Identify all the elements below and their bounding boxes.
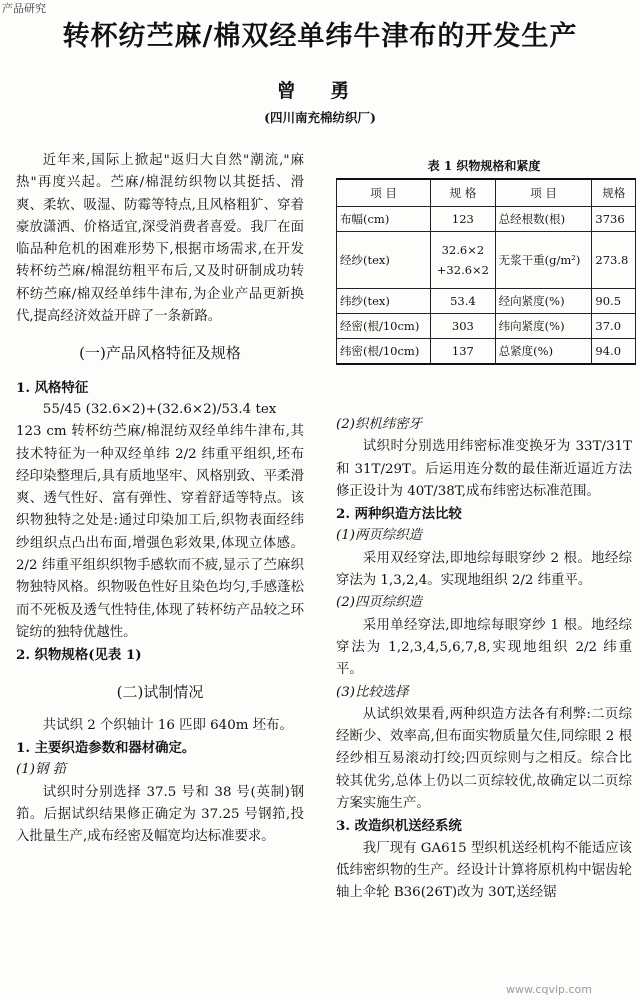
right-column <box>336 414 632 905</box>
table-cell: 32.6×2 +32.6×2 <box>431 232 496 289</box>
body-paragraph: 试织时分别选用纬密标准变换牙为 33T/31T 和 31T/29T。后运用连分数的最佳渐近逼近方法修正设计为 40T/38T,成布纬密达标准范围。 <box>336 439 632 499</box>
table-header-cell: 项 目 <box>337 179 431 207</box>
table-cell: 经密(根/10cm) <box>337 314 431 339</box>
table-cell: 273.8 <box>592 232 636 289</box>
body-paragraph: 采用单经穿法,即地综每眼穿纱 1 根。地经综穿法为 1,2,3,4,5,6,7,8,实现地组织 2/2 纬重平。 <box>336 617 632 678</box>
subsection-heading: 3. 改造织机送经系统 <box>336 818 462 835</box>
body-paragraph: 采用双经穿法,即地综每眼穿纱 2 根。地经综穿法为 1,3,2,4。实现地组织 2/2 纬重平。 <box>336 550 632 589</box>
author: 曾 勇 <box>276 80 364 102</box>
subsection-heading: 1. 风格特征 <box>16 379 89 396</box>
subsection-heading: 2. 两种织造方法比较 <box>336 506 462 523</box>
intro-paragraph: 近年来,国际上掀起"返归大自然"潮流,"麻热"再度兴起。苎麻/棉混纺织物以其挺括、滑爽、柔软、吸湿、防霉等特点,且风格粗犷、穿着豪放潇洒、价格适宜,深受消费者喜爱。我厂在面临品种危机的困难形势下,根据市场需求,在开发转杯纺苎麻/棉混纺粗平布后,又及时研制成功转杯纺苎麻/棉双经单纬牛津布,为企业产品更新换代,提高经济效益开辟了一条新路。 <box>16 153 304 325</box>
table-header-cell: 规 格 <box>431 179 496 207</box>
sub-subheading: (2)四页综织造 <box>336 595 422 611</box>
table-cell: 纬纱(tex) <box>337 289 431 314</box>
table-cell: 无浆干重(g/m²) <box>495 232 592 289</box>
section-heading: (一)产品风格特征及规格 <box>79 344 241 363</box>
sub-subheading: (1)钢 筘 <box>16 762 67 778</box>
watermark: www.cqvip.com <box>505 983 592 996</box>
table-cell: 经向紧度(%) <box>495 289 592 314</box>
table-header-row <box>337 179 636 207</box>
section-heading: (二)试制情况 <box>116 682 204 701</box>
article-title: 转杯纺苎麻/棉双经单纬牛津布的开发生产 <box>62 21 578 52</box>
affiliation: (四川南充棉纺织厂) <box>264 110 376 125</box>
sub-subheading: (3)比较选择 <box>336 684 409 700</box>
table-row <box>337 339 636 365</box>
spec-line: 55/45 (32.6×2)+(32.6×2)/53.4 tex <box>42 401 277 417</box>
subsection-heading: 2. 织物规格(见表 1) <box>16 647 142 664</box>
table-caption: 表 1 织物规格和紧度 <box>427 159 541 173</box>
table-cell: 总经根数(根) <box>495 207 592 232</box>
table-row <box>337 289 636 314</box>
table-cell: 纬向紧度(%) <box>495 314 592 339</box>
table-row <box>337 207 636 232</box>
table-header-cell: 项 目 <box>495 179 592 207</box>
table-cell: 123 <box>431 207 496 232</box>
body-paragraph: 共试织 2 个织轴计 16 匹即 640m 坯布。 <box>42 717 293 733</box>
table-cell: 90.5 <box>592 289 636 314</box>
table-cell: 137 <box>431 339 496 365</box>
table-header-cell: 规格 <box>592 179 636 207</box>
table-cell: 303 <box>431 314 496 339</box>
header-tag: 产品研究 <box>2 2 46 15</box>
subsection-heading: 1. 主要织造参数和器材确定。 <box>16 740 196 757</box>
sub-subheading: (2)织机纬密牙 <box>336 417 422 432</box>
body-paragraph: 我厂现有 GA615 型织机送经机构不能适应该低纬密织物的生产。经设计计算将原机构中锯齿轮轴上伞轮 B36(26T)改为 30T,送经锯 <box>336 840 632 901</box>
table-cell: 37.0 <box>592 314 636 339</box>
table-cell: 布幅(cm) <box>337 207 431 232</box>
body-paragraph: 从试织效果看,两种织造方法各有利弊:二页综经断少、效率高,但布面实物质量欠佳,同综眼 2 根经纱相互易滚动打绞;四页综则与之相反。综合比较其优劣,总体上仍以二页综较优,故确定以二页综方案实施生产。 <box>336 706 632 812</box>
left-column <box>16 150 304 849</box>
table-cell: 94.0 <box>592 339 636 365</box>
body-paragraph: 123 cm 转杯纺苎麻/棉混纺双经单纬牛津布,其技术特征为一种双经单纬 2/2 纬重平组织,坯布经印染整理后,具有质地坚牢、风格别致、平柔滑爽、透气性好、富有弹性、穿着舒适等特点。该织物独特之处是:通过印染加工后,织物表面经纬纱组织点凸出布面,增强色彩效果,体现立体感。2/2 纬重平组织织物手感软而不疲,显示了苎麻织物独特风格。织物吸色性好且染色均匀,手感蓬松而不死板及透气性特佳,体现了转杯纺产品较之环锭纺的独特优越性。 <box>16 424 304 640</box>
table-row <box>337 314 636 339</box>
table-cell: 总紧度(%) <box>495 339 592 365</box>
table-cell: 纬密(根/10cm) <box>337 339 431 365</box>
table-row <box>337 232 636 289</box>
table-cell: 53.4 <box>431 289 496 314</box>
table-cell: 经纱(tex) <box>337 232 431 289</box>
spec-table <box>336 178 636 365</box>
sub-subheading: (1)两页综织造 <box>336 528 422 544</box>
table-cell: 3736 <box>592 207 636 232</box>
body-paragraph: 试织时分别选择 37.5 号和 38 号(英制)钢筘。后据试织结果修正确定为 37.25 号钢筘,投入批量生产,成布经密及幅宽均达标准要求。 <box>16 784 304 845</box>
